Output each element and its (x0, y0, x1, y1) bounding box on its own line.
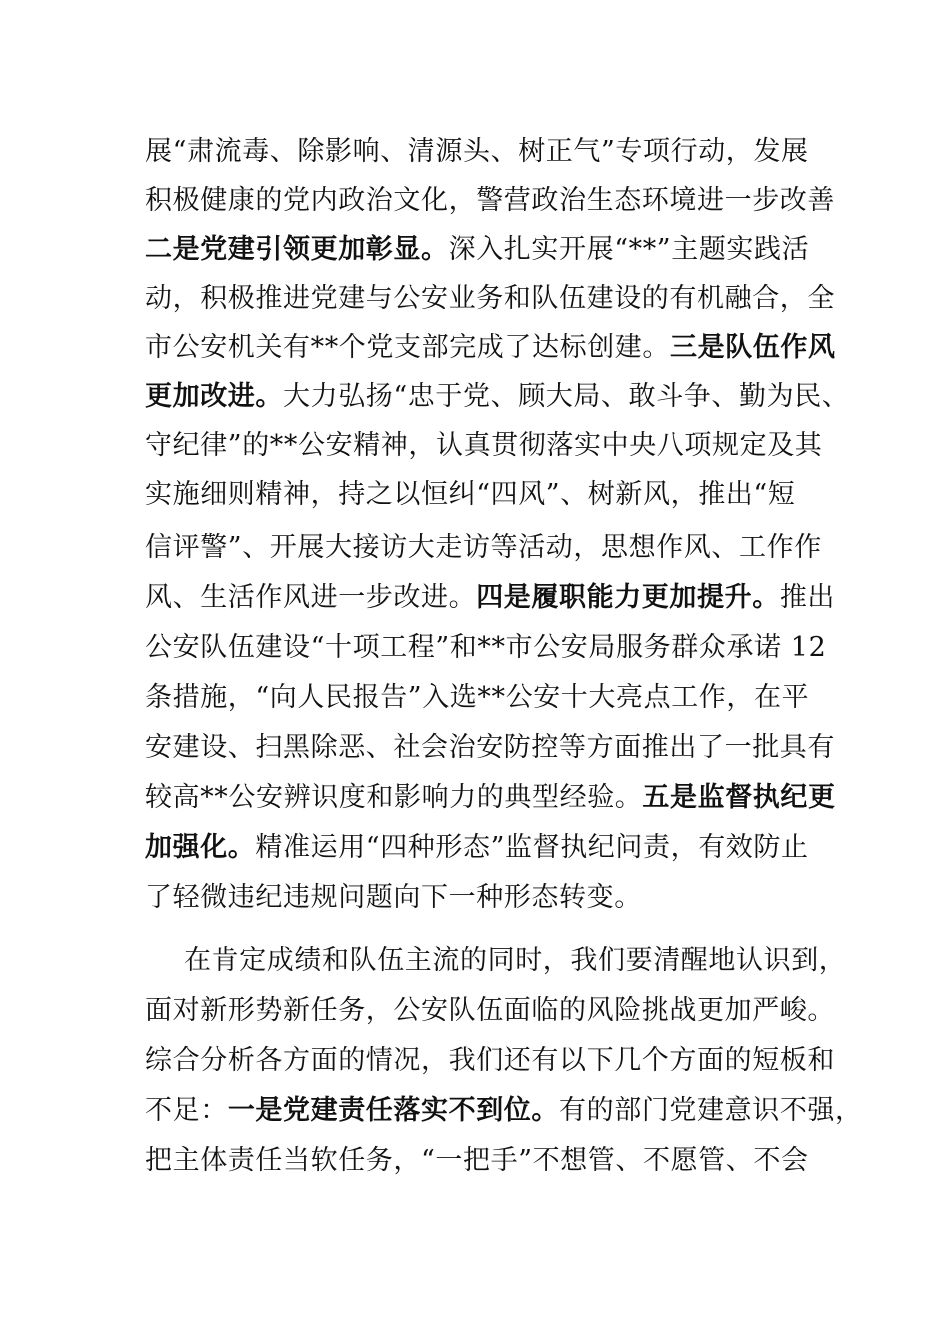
bold-heading: 二是党建引领更加彰显。 (145, 234, 449, 265)
text-line: 加强化。精准运用“四种形态”监督执纪问责，有效防止 (145, 832, 809, 863)
bold-heading: 加强化。 (145, 832, 256, 863)
text-line: 风、生活作风进一步改进。四是履职能力更加提升。推出 (145, 582, 836, 613)
text-line: 了轻微违纪违规问题向下一种形态转变。 (145, 882, 642, 913)
bold-heading: 三是队伍作风 (670, 332, 836, 363)
text-line: 在肯定成绩和队伍主流的同时，我们要清醒地认识到， (184, 945, 847, 976)
bold-heading: 四是履职能力更加提升。 (476, 582, 780, 613)
text-line: 守纪律”的**公安精神，认真贯彻落实中央八项规定及其 (145, 430, 823, 461)
text-line: 较高**公安辨识度和影响力的典型经验。五是监督执纪更 (145, 782, 836, 813)
bold-heading: 一是党建责任落实不到位。 (227, 1095, 560, 1126)
text-line: 积极健康的党内政治文化，警营政治生态环境进一步改善 (145, 185, 835, 216)
text-line: 二是党建引领更加彰显。深入扎实开展“**”主题实践活 (145, 234, 810, 265)
text-line: 面对新形势新任务，公安队伍面临的风险挑战更加严峻。 (145, 995, 835, 1026)
text-line: 综合分析各方面的情况，我们还有以下几个方面的短板和 (145, 1045, 835, 1076)
text-line: 把主体责任当软任务，“一把手”不想管、不愿管、不会 (145, 1145, 809, 1176)
bold-heading: 更加改进。 (145, 381, 283, 412)
text-line: 展“肃流毒、除影响、清源头、树正气”专项行动，发展 (145, 136, 809, 167)
text-line: 信评警”、开展大接访大走访等活动，思想作风、工作作 (145, 532, 822, 563)
text-line: 更加改进。大力弘扬“忠于党、顾大局、敢斗争、勤为民、 (145, 381, 850, 412)
text-line: 公安队伍建设“十项工程”和**市公安局服务群众承诺 12 (145, 632, 827, 663)
text-line: 不足：一是党建责任落实不到位。有的部门党建意识不强， (145, 1095, 863, 1126)
bold-heading: 五是监督执纪更 (642, 782, 836, 813)
text-line: 实施细则精神，持之以恒纠“四风”、树新风，推出“短 (145, 479, 796, 510)
text-line: 市公安机关有**个党支部完成了达标创建。三是队伍作风 (145, 332, 836, 363)
text-line: 动，积极推进党建与公安业务和队伍建设的有机融合，全 (145, 283, 835, 314)
text-line: 安建设、扫黑除恶、社会治安防控等方面推出了一批具有 (145, 732, 835, 763)
text-line: 条措施，“向人民报告”入选**公安十大亮点工作，在平 (145, 682, 810, 713)
